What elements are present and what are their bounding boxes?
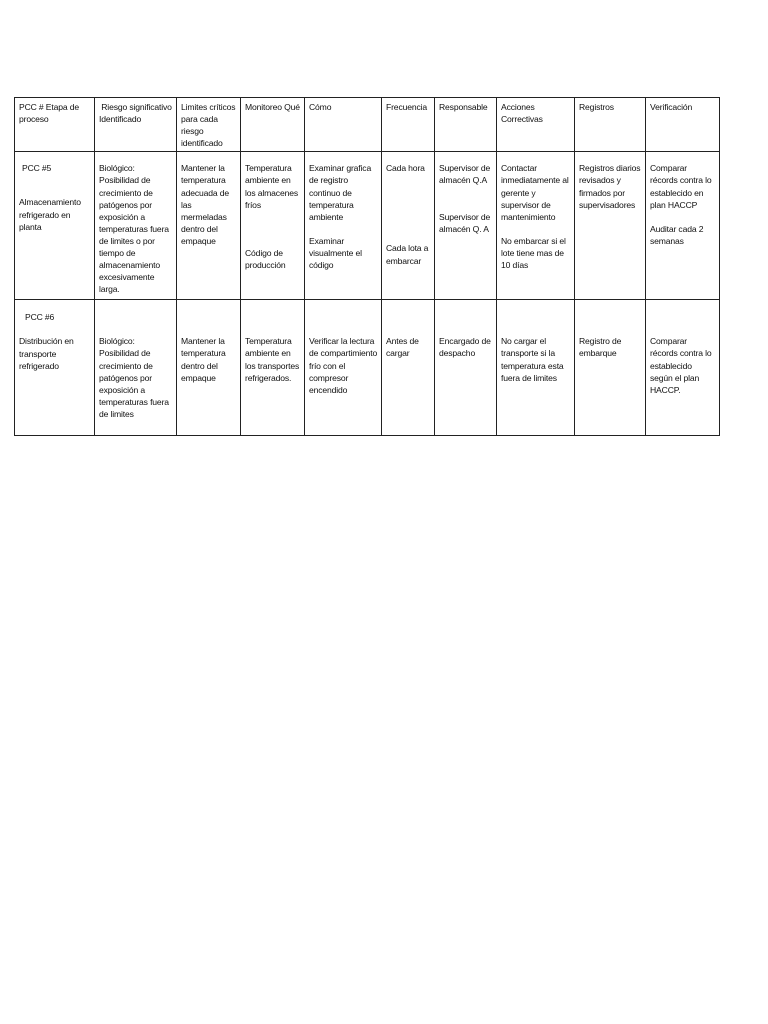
cell-verification	[646, 152, 720, 300]
cell-limits	[177, 152, 241, 300]
verification-text: Auditar cada 2 semanas	[650, 223, 704, 246]
limits-text: Mantener la temperatura dentro del empaque	[181, 336, 226, 383]
cell-corrective	[497, 300, 575, 436]
how-text: Examinar visualmente el código	[309, 235, 362, 271]
pcc-number: PCC #6	[25, 312, 55, 323]
cell-responsible	[435, 300, 497, 436]
table-row-pcc6	[15, 300, 720, 436]
stage-name: Almacenamiento refrigerado en planta	[19, 197, 81, 232]
header-frequency: Frecuencia	[382, 98, 435, 152]
risk-text: Biológico: Posibilidad de crecimiento de patógenos por exposición a temperaturas fuera de limites	[99, 336, 169, 419]
records-text: Registros diarios revisados y firmados por supervisadores	[579, 163, 641, 210]
cell-monitor	[241, 152, 305, 300]
cell-corrective	[497, 152, 575, 300]
header-risk: Riesgo significativo Identificado	[95, 98, 177, 152]
header-how: Cómo	[305, 98, 382, 152]
cell-how	[305, 152, 382, 300]
frequency-text: Antes de cargar	[386, 336, 419, 359]
monitor-text: Temperatura ambiente en los transportes refrigerados.	[245, 336, 300, 383]
table-row-pcc5	[15, 152, 720, 300]
header-stage: PCC # Etapa de proceso	[15, 98, 95, 152]
corrective-text: No embarcar si el lote tiene mas de 10 días	[501, 235, 566, 271]
corrective-text: Contactar inmediatamente al gerente y supervisor de mantenimiento	[501, 163, 569, 222]
records-text: Registro de embarque	[579, 336, 622, 359]
cell-verification	[646, 300, 720, 436]
cell-how	[305, 300, 382, 436]
verification-text: Comparar récords contra lo establecido según el plan HACCP.	[650, 336, 712, 395]
cell-monitor	[241, 300, 305, 436]
cell-records	[575, 300, 646, 436]
header-responsible: Responsable	[435, 98, 497, 152]
responsible-text: Encargado de despacho	[439, 336, 491, 359]
frequency-text: Cada hora	[386, 163, 425, 174]
header-records: Registros	[575, 98, 646, 152]
cell-limits	[177, 300, 241, 436]
cell-frequency	[382, 152, 435, 300]
monitor-text: Código de producción	[245, 247, 286, 270]
cell-risk	[95, 152, 177, 300]
cell-records	[575, 152, 646, 300]
monitor-text: Temperatura ambiente en los almacenes fríos	[245, 163, 298, 210]
limits-text: Mantener la temperatura adecuada de las mermeladas dentro del empaque	[181, 163, 230, 246]
pcc-number: PCC #5	[22, 163, 52, 174]
header-limits: Limites críticos para cada riesgo identificado	[177, 98, 241, 152]
haccp-plan-table	[14, 97, 720, 436]
cell-stage	[15, 152, 95, 300]
header-verification: Verificación	[646, 98, 720, 152]
header-monitor-what: Monitoreo Qué	[241, 98, 305, 152]
cell-stage	[15, 300, 95, 436]
cell-frequency	[382, 300, 435, 436]
stage-name: Distribución en transporte refrigerado	[19, 336, 74, 371]
verification-text: Comparar récords contra lo establecido en plan HACCP	[650, 163, 712, 210]
frequency-text: Cada lota a embarcar	[386, 243, 429, 266]
responsible-text: Supervisor de almacén Q.A	[439, 163, 491, 186]
responsible-text: Supervisor de almacén Q. A	[439, 211, 491, 234]
cell-risk	[95, 300, 177, 436]
cell-responsible	[435, 152, 497, 300]
corrective-text: No cargar el transporte si la temperatura esta fuera de limites	[501, 336, 564, 383]
header-corrective-actions: Acciones Correctivas	[497, 98, 575, 152]
header-row	[15, 98, 720, 152]
how-text: Examinar grafica de registro continuo de temperatura ambiente	[309, 163, 372, 222]
how-text: Verificar la lectura de compartimiento frío con el compresor encendido	[309, 336, 378, 395]
risk-text: Biológico: Posibilidad de crecimiento de patógenos por exposición a temperaturas fuera de limites o por tiempo de almacenamiento excesivamente larga.	[99, 163, 169, 295]
